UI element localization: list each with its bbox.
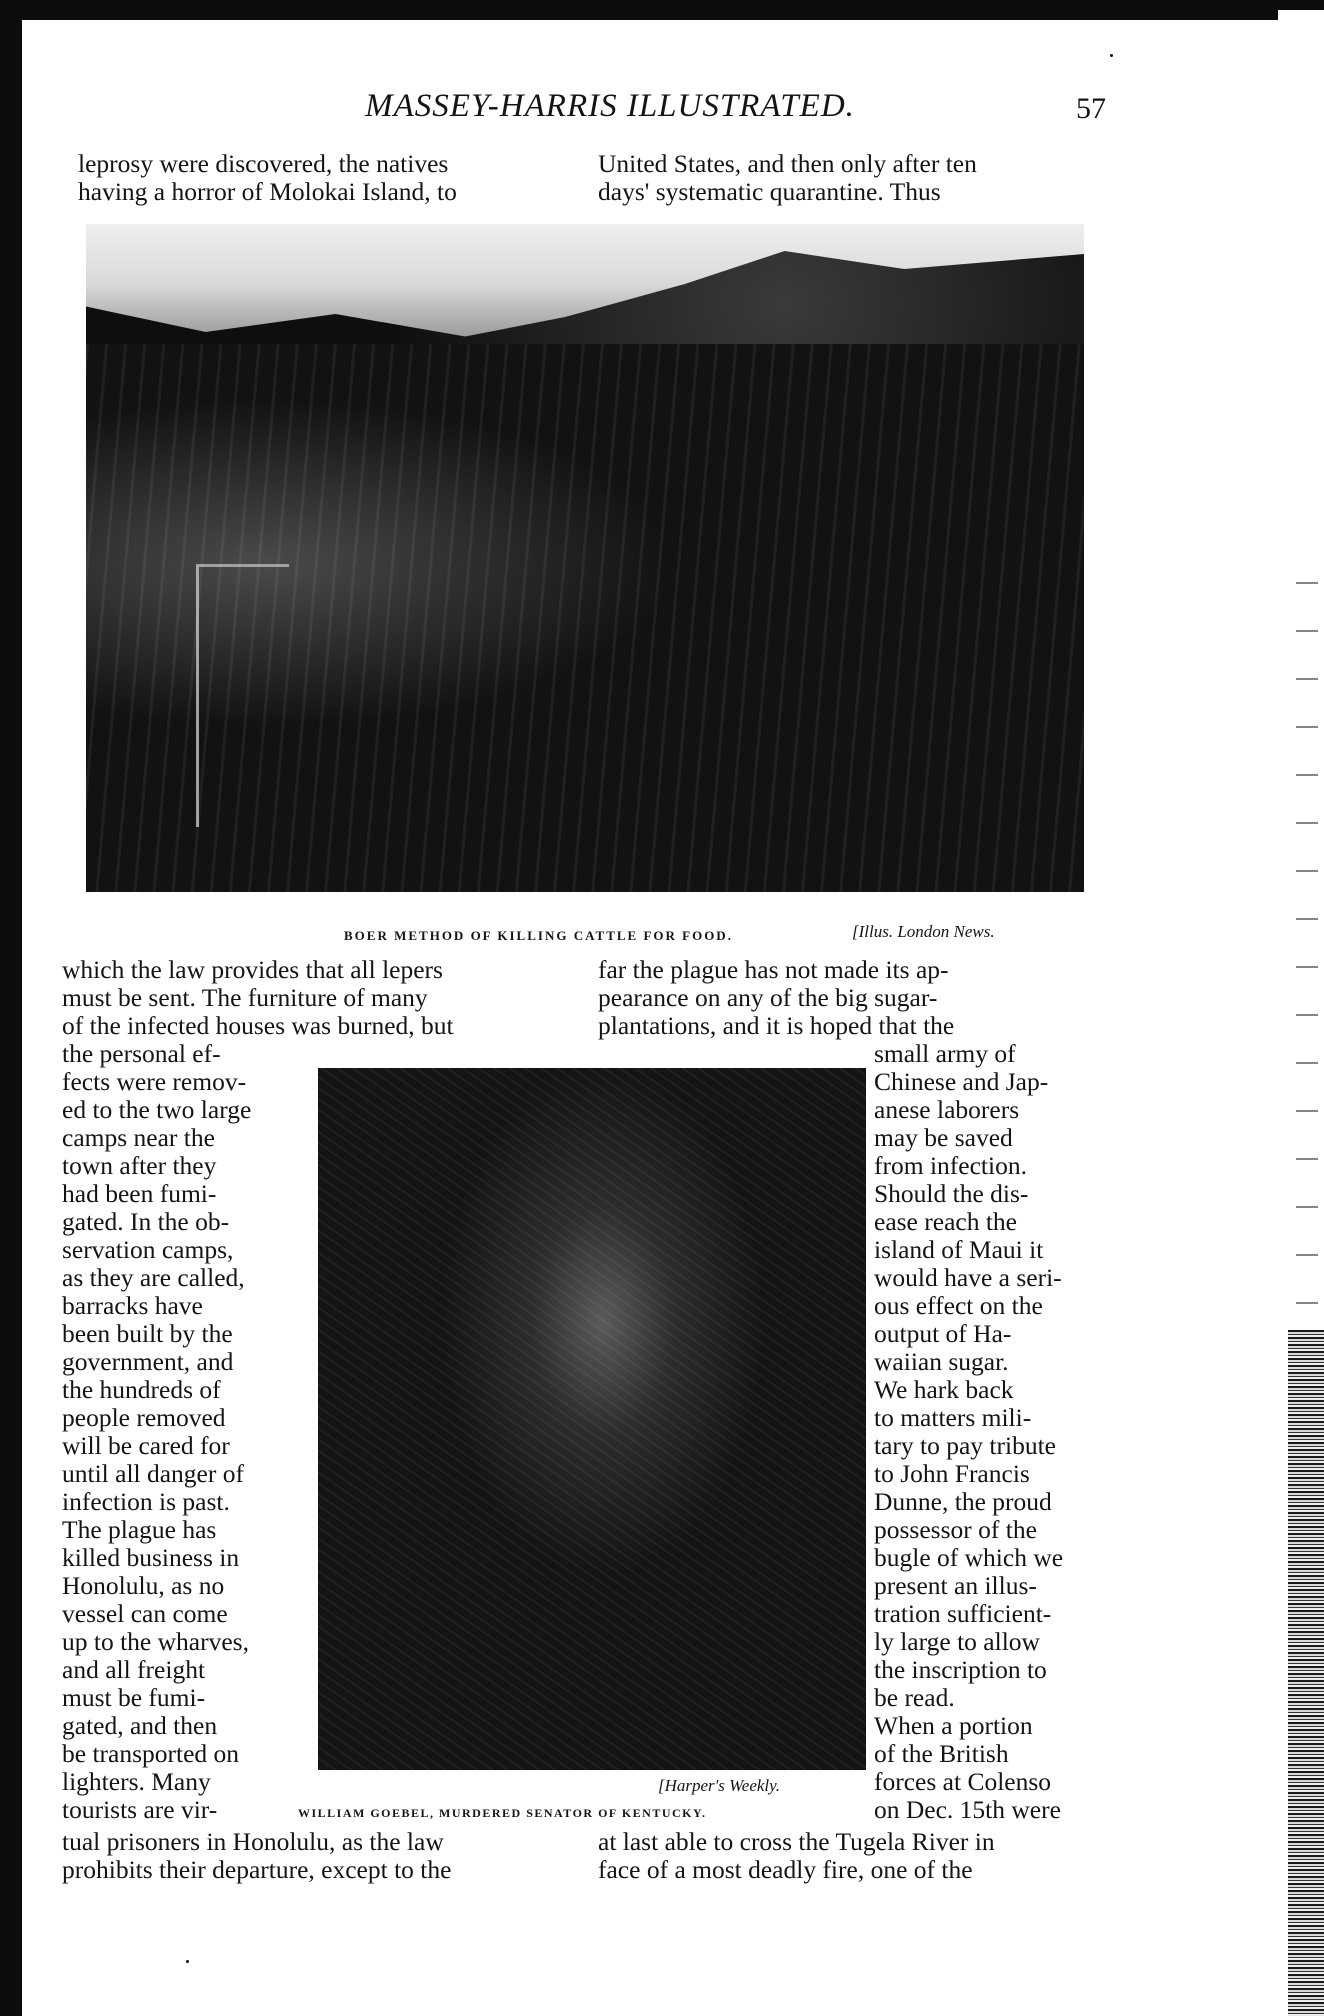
text-line: to matters mili- bbox=[874, 1403, 1032, 1432]
text-line: bugle of which we bbox=[874, 1543, 1064, 1572]
text-line: Dunne, the proud bbox=[874, 1487, 1052, 1516]
boer-cattle-photograph bbox=[86, 224, 1084, 892]
text-line: Should the dis- bbox=[874, 1179, 1029, 1208]
mid-right-column bbox=[598, 956, 1098, 1040]
text-line: on Dec. 15th were bbox=[874, 1795, 1061, 1824]
text-line: which the law provides that all lepers bbox=[62, 955, 443, 984]
text-line: Chinese and Jap- bbox=[874, 1067, 1049, 1096]
text-line: vessel can come bbox=[62, 1599, 228, 1628]
text-line: would have a seri- bbox=[874, 1263, 1062, 1292]
text-line: waiian sugar. bbox=[874, 1347, 1009, 1376]
text-line: barracks have bbox=[62, 1291, 203, 1320]
page-number: 57 bbox=[1076, 92, 1106, 125]
text-line: until all danger of bbox=[62, 1459, 244, 1488]
intro-right-column bbox=[598, 150, 1098, 206]
text-line: the inscription to bbox=[874, 1655, 1047, 1684]
photo-bottom-credit: [Harper's Weekly. bbox=[658, 1776, 780, 1795]
text-line: Honolulu, as no bbox=[62, 1571, 225, 1600]
text-line: forces at Colenso bbox=[874, 1767, 1052, 1796]
text-line: United States, and then only after ten bbox=[598, 149, 977, 178]
text-line: fects were remov- bbox=[62, 1067, 247, 1096]
text-line: island of Maui it bbox=[874, 1235, 1044, 1264]
text-line: ed to the two large bbox=[62, 1095, 252, 1124]
text-line: from infection. bbox=[874, 1151, 1027, 1180]
text-line: and all freight bbox=[62, 1655, 206, 1684]
photo-top-credit: [Illus. London News. bbox=[852, 922, 995, 941]
scan-edge-band bbox=[1288, 1330, 1324, 2016]
scan-top-border bbox=[0, 0, 1324, 20]
photo-grain bbox=[318, 1068, 866, 1770]
text-line: having a horror of Molokai Island, to bbox=[78, 177, 457, 206]
text-line: to John Francis bbox=[874, 1459, 1030, 1488]
text-line: gated. In the ob- bbox=[62, 1207, 230, 1236]
text-line: of the infected houses was burned, but bbox=[62, 1011, 454, 1040]
text-line: The plague has bbox=[62, 1515, 217, 1544]
text-line: tual prisoners in Honolulu, as the law bbox=[62, 1827, 444, 1856]
text-line: will be cared for bbox=[62, 1431, 230, 1460]
text-line: had been fumi- bbox=[62, 1179, 217, 1208]
text-line: may be saved bbox=[874, 1123, 1013, 1152]
text-line: tourists are vir- bbox=[62, 1795, 218, 1824]
text-line: must be sent. The furniture of many bbox=[62, 983, 428, 1012]
text-line: tary to pay tribute bbox=[874, 1431, 1056, 1460]
text-line: government, and bbox=[62, 1347, 234, 1376]
text-line: town after they bbox=[62, 1151, 217, 1180]
text-line: be read. bbox=[874, 1683, 955, 1712]
text-line: of the British bbox=[874, 1739, 1009, 1768]
text-line: servation camps, bbox=[62, 1235, 234, 1264]
mid-left-column bbox=[62, 956, 602, 1040]
left-narrow-column bbox=[62, 1040, 312, 1824]
text-line: the personal ef- bbox=[62, 1039, 221, 1068]
text-line: present an illus- bbox=[874, 1571, 1037, 1600]
photo-highlight bbox=[196, 564, 289, 827]
text-line: infection is past. bbox=[62, 1487, 230, 1516]
text-line: lighters. Many bbox=[62, 1767, 211, 1796]
text-line: We hark back bbox=[874, 1375, 1014, 1404]
text-line: gated, and then bbox=[62, 1711, 218, 1740]
scan-speck bbox=[186, 1960, 189, 1963]
text-line: far the plague has not made its ap- bbox=[598, 955, 949, 984]
text-line: anese laborers bbox=[874, 1095, 1020, 1124]
text-line: face of a most deadly fire, one of the bbox=[598, 1855, 973, 1884]
text-line: people removed bbox=[62, 1403, 226, 1432]
text-line: be transported on bbox=[62, 1739, 240, 1768]
text-line: leprosy were discovered, the natives bbox=[78, 149, 449, 178]
text-line: camps near the bbox=[62, 1123, 215, 1152]
scan-edge-noise bbox=[1296, 560, 1318, 1320]
bottom-right-column bbox=[598, 1828, 1098, 1884]
text-line: pearance on any of the big sugar- bbox=[598, 983, 938, 1012]
text-line: been built by the bbox=[62, 1319, 233, 1348]
text-line: up to the wharves, bbox=[62, 1627, 249, 1656]
running-head: MASSEY-HARRIS ILLUSTRATED. bbox=[365, 88, 855, 124]
text-line: plantations, and it is hoped that the bbox=[598, 1011, 955, 1040]
text-line: tration sufficient- bbox=[874, 1599, 1052, 1628]
text-line: prohibits their departure, except to the bbox=[62, 1855, 452, 1884]
bottom-left-column bbox=[62, 1828, 602, 1884]
photo-bottom-caption: WILLIAM GOEBEL, MURDERED SENATOR OF KENTUCKY. bbox=[298, 1806, 707, 1820]
text-line: possessor of the bbox=[874, 1515, 1037, 1544]
text-line: ease reach the bbox=[874, 1207, 1017, 1236]
text-line: ly large to allow bbox=[874, 1627, 1040, 1656]
photo-top-caption: BOER METHOD OF KILLING CATTLE FOR FOOD. bbox=[344, 928, 733, 943]
scan-speck bbox=[1110, 54, 1113, 57]
text-line: killed business in bbox=[62, 1543, 240, 1572]
text-line: at last able to cross the Tugela River in bbox=[598, 1827, 995, 1856]
scan-left-border bbox=[0, 0, 22, 2016]
text-line: When a portion bbox=[874, 1711, 1033, 1740]
text-line: ous effect on the bbox=[874, 1291, 1043, 1320]
goebel-portrait-photograph bbox=[318, 1068, 866, 1770]
right-narrow-column bbox=[874, 1040, 1104, 1824]
text-line: must be fumi- bbox=[62, 1683, 206, 1712]
text-line: days' systematic quarantine. Thus bbox=[598, 177, 941, 206]
text-line: the hundreds of bbox=[62, 1375, 221, 1404]
text-line: as they are called, bbox=[62, 1263, 245, 1292]
text-line: small army of bbox=[874, 1039, 1016, 1068]
intro-left-column bbox=[78, 150, 598, 206]
text-line: output of Ha- bbox=[874, 1319, 1012, 1348]
